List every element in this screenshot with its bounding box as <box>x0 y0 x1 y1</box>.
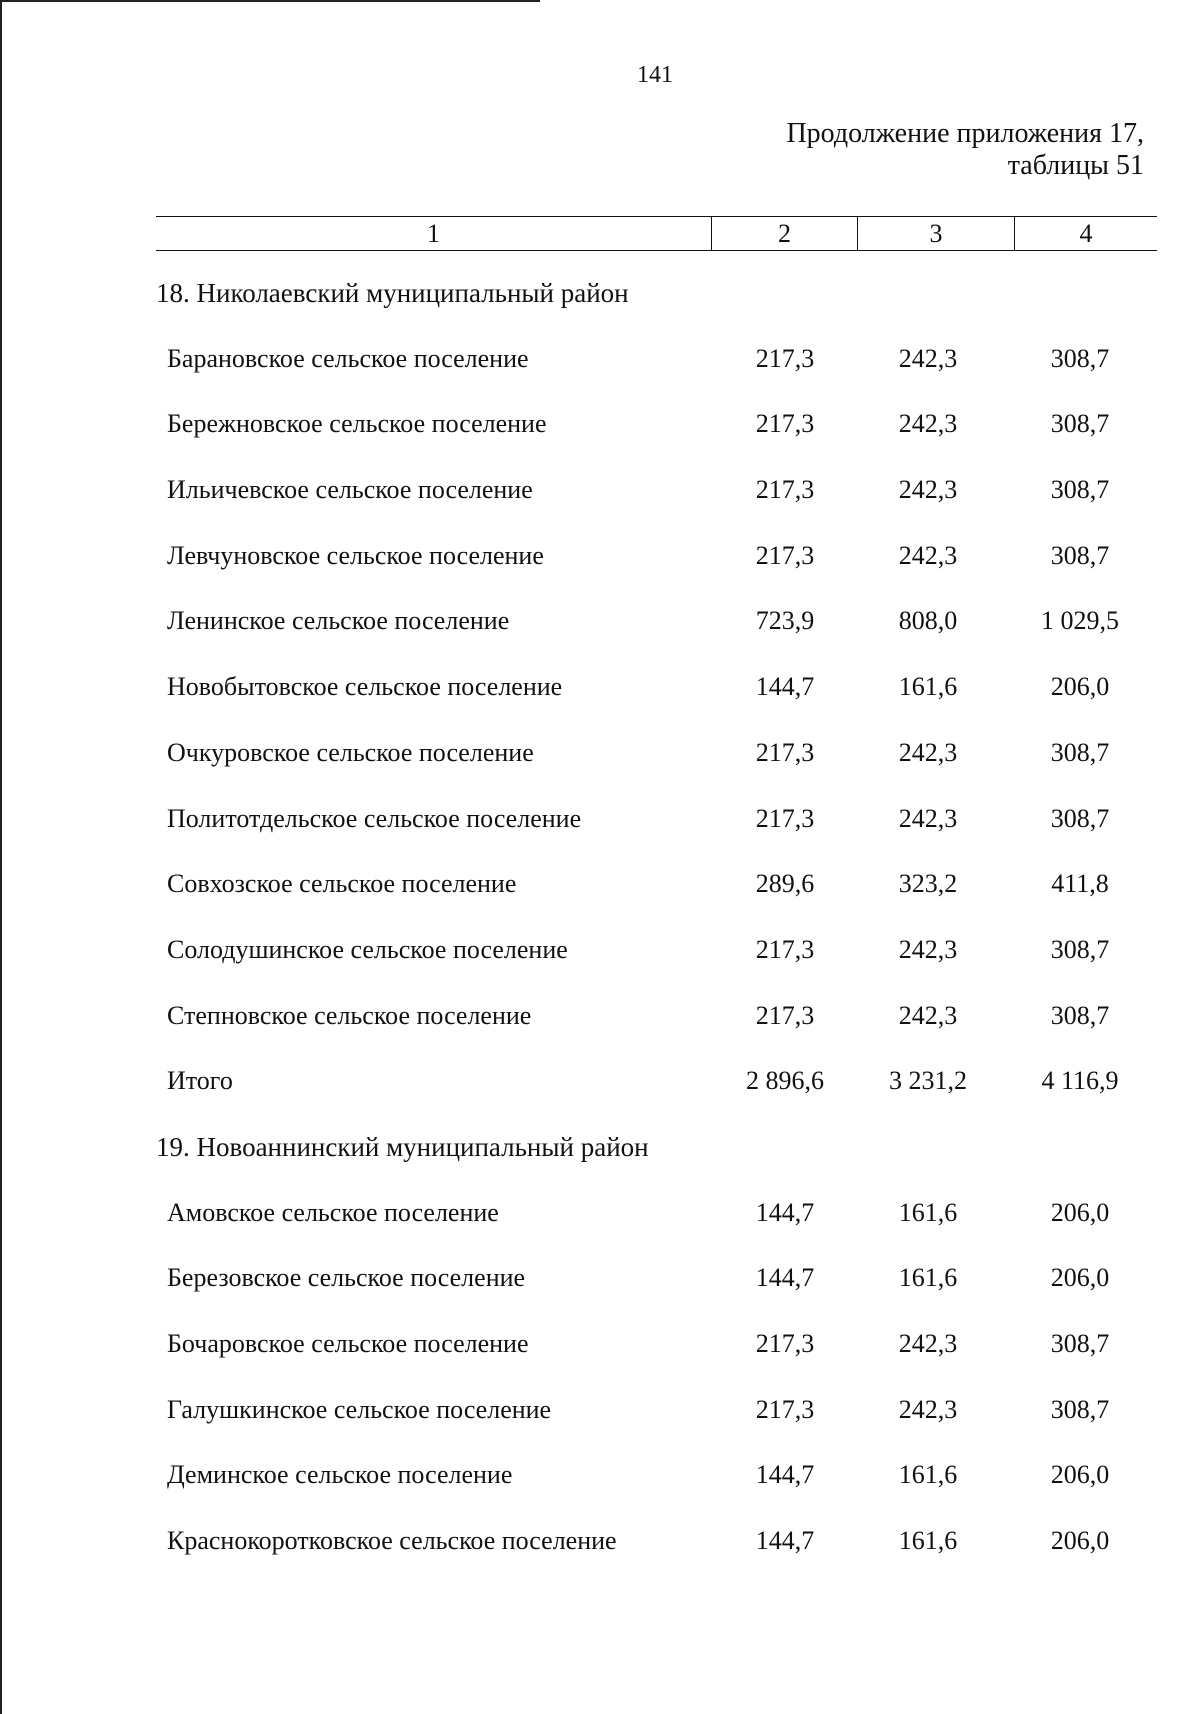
row-label: Березовское сельское поселение <box>167 1263 526 1293</box>
cell-col-4: 308,7 <box>1050 475 1110 505</box>
cell-col-4: 308,7 <box>1050 934 1110 964</box>
row-label: Очкуровское сельское поселение <box>167 737 534 767</box>
cell-col-2: 217,3 <box>755 343 815 373</box>
table-row <box>0 1323 1200 1389</box>
cell-col-4: 308,7 <box>1050 1394 1110 1424</box>
table-row <box>0 1389 1200 1455</box>
row-label: Деминское сельское поселение <box>167 1460 513 1490</box>
table-row <box>0 1454 1200 1520</box>
cell-col-2: 289,6 <box>755 869 815 899</box>
table-row <box>0 403 1200 469</box>
cell-col-4: 206,0 <box>1050 1460 1110 1490</box>
cell-col-3: 242,3 <box>898 1000 958 1030</box>
cell-col-2: 217,3 <box>755 737 815 767</box>
row-label: Левчуновское сельское поселение <box>167 540 544 570</box>
cell-col-3: 3 231,2 <box>889 1066 967 1096</box>
column-header-4: 4 <box>1079 219 1093 248</box>
cell-col-4: 308,7 <box>1050 343 1110 373</box>
cell-col-4: 411,8 <box>1051 869 1109 899</box>
cell-col-2: 144,7 <box>755 1460 815 1490</box>
cell-col-2: 217,3 <box>755 409 815 439</box>
continuation-line-1: Продолжение приложения 17, <box>786 118 1144 149</box>
cell-col-2: 144,7 <box>755 1526 815 1556</box>
cell-col-2: 217,3 <box>755 1329 815 1358</box>
cell-col-3: 242,3 <box>898 934 958 964</box>
cell-col-4: 206,0 <box>1050 1263 1110 1293</box>
cell-col-2: 217,3 <box>755 803 815 833</box>
table-row <box>0 1520 1200 1586</box>
cell-col-3: 242,3 <box>898 1329 958 1358</box>
column-header-3: 3 <box>858 217 1015 250</box>
row-label: Итого <box>167 1066 233 1096</box>
cell-col-2: 144,7 <box>755 1263 815 1293</box>
section-heading: 18. Николаевский муниципальный район <box>156 278 629 308</box>
table-body <box>0 272 1200 1586</box>
row-label: Новобытовское сельское поселение <box>167 672 563 702</box>
column-header-2: 2 <box>712 217 858 250</box>
table-row <box>0 1257 1200 1323</box>
scan-edge-top <box>0 0 540 2</box>
table-row <box>0 666 1200 732</box>
cell-col-2: 217,3 <box>755 1000 815 1030</box>
continuation-line-2: таблицы 51 <box>1007 150 1144 181</box>
table-row <box>0 929 1200 995</box>
table-row <box>0 732 1200 798</box>
table-row <box>0 469 1200 535</box>
table-row <box>0 338 1200 404</box>
total-row <box>0 1060 1200 1126</box>
cell-col-3: 161,6 <box>898 1526 958 1556</box>
cell-col-2: 217,3 <box>755 475 815 505</box>
cell-col-4: 308,7 <box>1050 540 1110 570</box>
table-row <box>0 600 1200 666</box>
cell-col-4: 308,7 <box>1050 737 1110 767</box>
cell-col-3: 161,6 <box>898 1460 958 1490</box>
cell-col-4: 308,7 <box>1050 1000 1110 1030</box>
cell-col-3: 161,6 <box>898 672 958 702</box>
column-header-1: 1 <box>156 217 712 250</box>
cell-col-3: 242,3 <box>898 803 958 833</box>
continuation-note <box>786 118 1144 182</box>
table-row <box>0 535 1200 601</box>
cell-col-3: 808,0 <box>898 606 958 636</box>
table-row <box>0 798 1200 864</box>
cell-col-3: 242,3 <box>898 409 958 439</box>
cell-col-2: 217,3 <box>755 934 815 964</box>
table-row <box>0 863 1200 929</box>
row-label: Бочаровское сельское поселение <box>167 1329 529 1358</box>
cell-col-4: 308,7 <box>1050 803 1110 833</box>
cell-col-2: 144,7 <box>755 1197 815 1227</box>
cell-col-2: 2 896,6 <box>746 1066 824 1096</box>
row-label: Совхозское сельское поселение <box>167 869 517 899</box>
row-label: Степновское сельское поселение <box>167 1000 532 1030</box>
row-label: Ильичевское сельское поселение <box>167 475 533 505</box>
cell-col-4: 1 029,5 <box>1041 606 1119 636</box>
section-heading-row <box>0 272 1200 338</box>
cell-col-4: 206,0 <box>1050 672 1110 702</box>
table-row <box>0 995 1200 1061</box>
table-header <box>156 216 1157 251</box>
cell-col-4: 4 116,9 <box>1041 1066 1119 1096</box>
cell-col-2: 217,3 <box>755 1394 815 1424</box>
row-label: Галушкинское сельское поселение <box>167 1394 552 1424</box>
cell-col-4: 206,0 <box>1050 1197 1110 1227</box>
row-label: Бережновское сельское поселение <box>167 409 547 439</box>
cell-col-3: 161,6 <box>898 1197 958 1227</box>
cell-col-3: 161,6 <box>898 1263 958 1293</box>
section-heading-row <box>0 1126 1200 1192</box>
cell-col-4: 308,7 <box>1050 1329 1110 1358</box>
cell-col-3: 242,3 <box>898 540 958 570</box>
page-number: 141 <box>637 62 673 88</box>
row-label: Краснокоротковское сельское поселение <box>167 1526 617 1556</box>
cell-col-2: 217,3 <box>755 540 815 570</box>
table-row <box>0 1192 1200 1258</box>
row-label: Солодушинское сельское поселение <box>167 934 568 964</box>
cell-col-3: 323,2 <box>898 869 958 899</box>
cell-col-3: 242,3 <box>898 737 958 767</box>
cell-col-3: 242,3 <box>898 475 958 505</box>
row-label: Барановское сельское поселение <box>167 343 529 373</box>
row-label: Амовское сельское поселение <box>167 1197 499 1227</box>
cell-col-2: 723,9 <box>755 606 815 636</box>
cell-col-3: 242,3 <box>898 343 958 373</box>
section-heading: 19. Новоаннинский муниципальный район <box>156 1131 649 1162</box>
cell-col-4: 308,7 <box>1050 409 1110 439</box>
cell-col-4: 206,0 <box>1050 1526 1110 1556</box>
cell-col-3: 242,3 <box>898 1394 958 1424</box>
cell-col-2: 144,7 <box>755 672 815 702</box>
row-label: Политотдельское сельское поселение <box>167 803 582 833</box>
row-label: Ленинское сельское поселение <box>167 606 510 636</box>
